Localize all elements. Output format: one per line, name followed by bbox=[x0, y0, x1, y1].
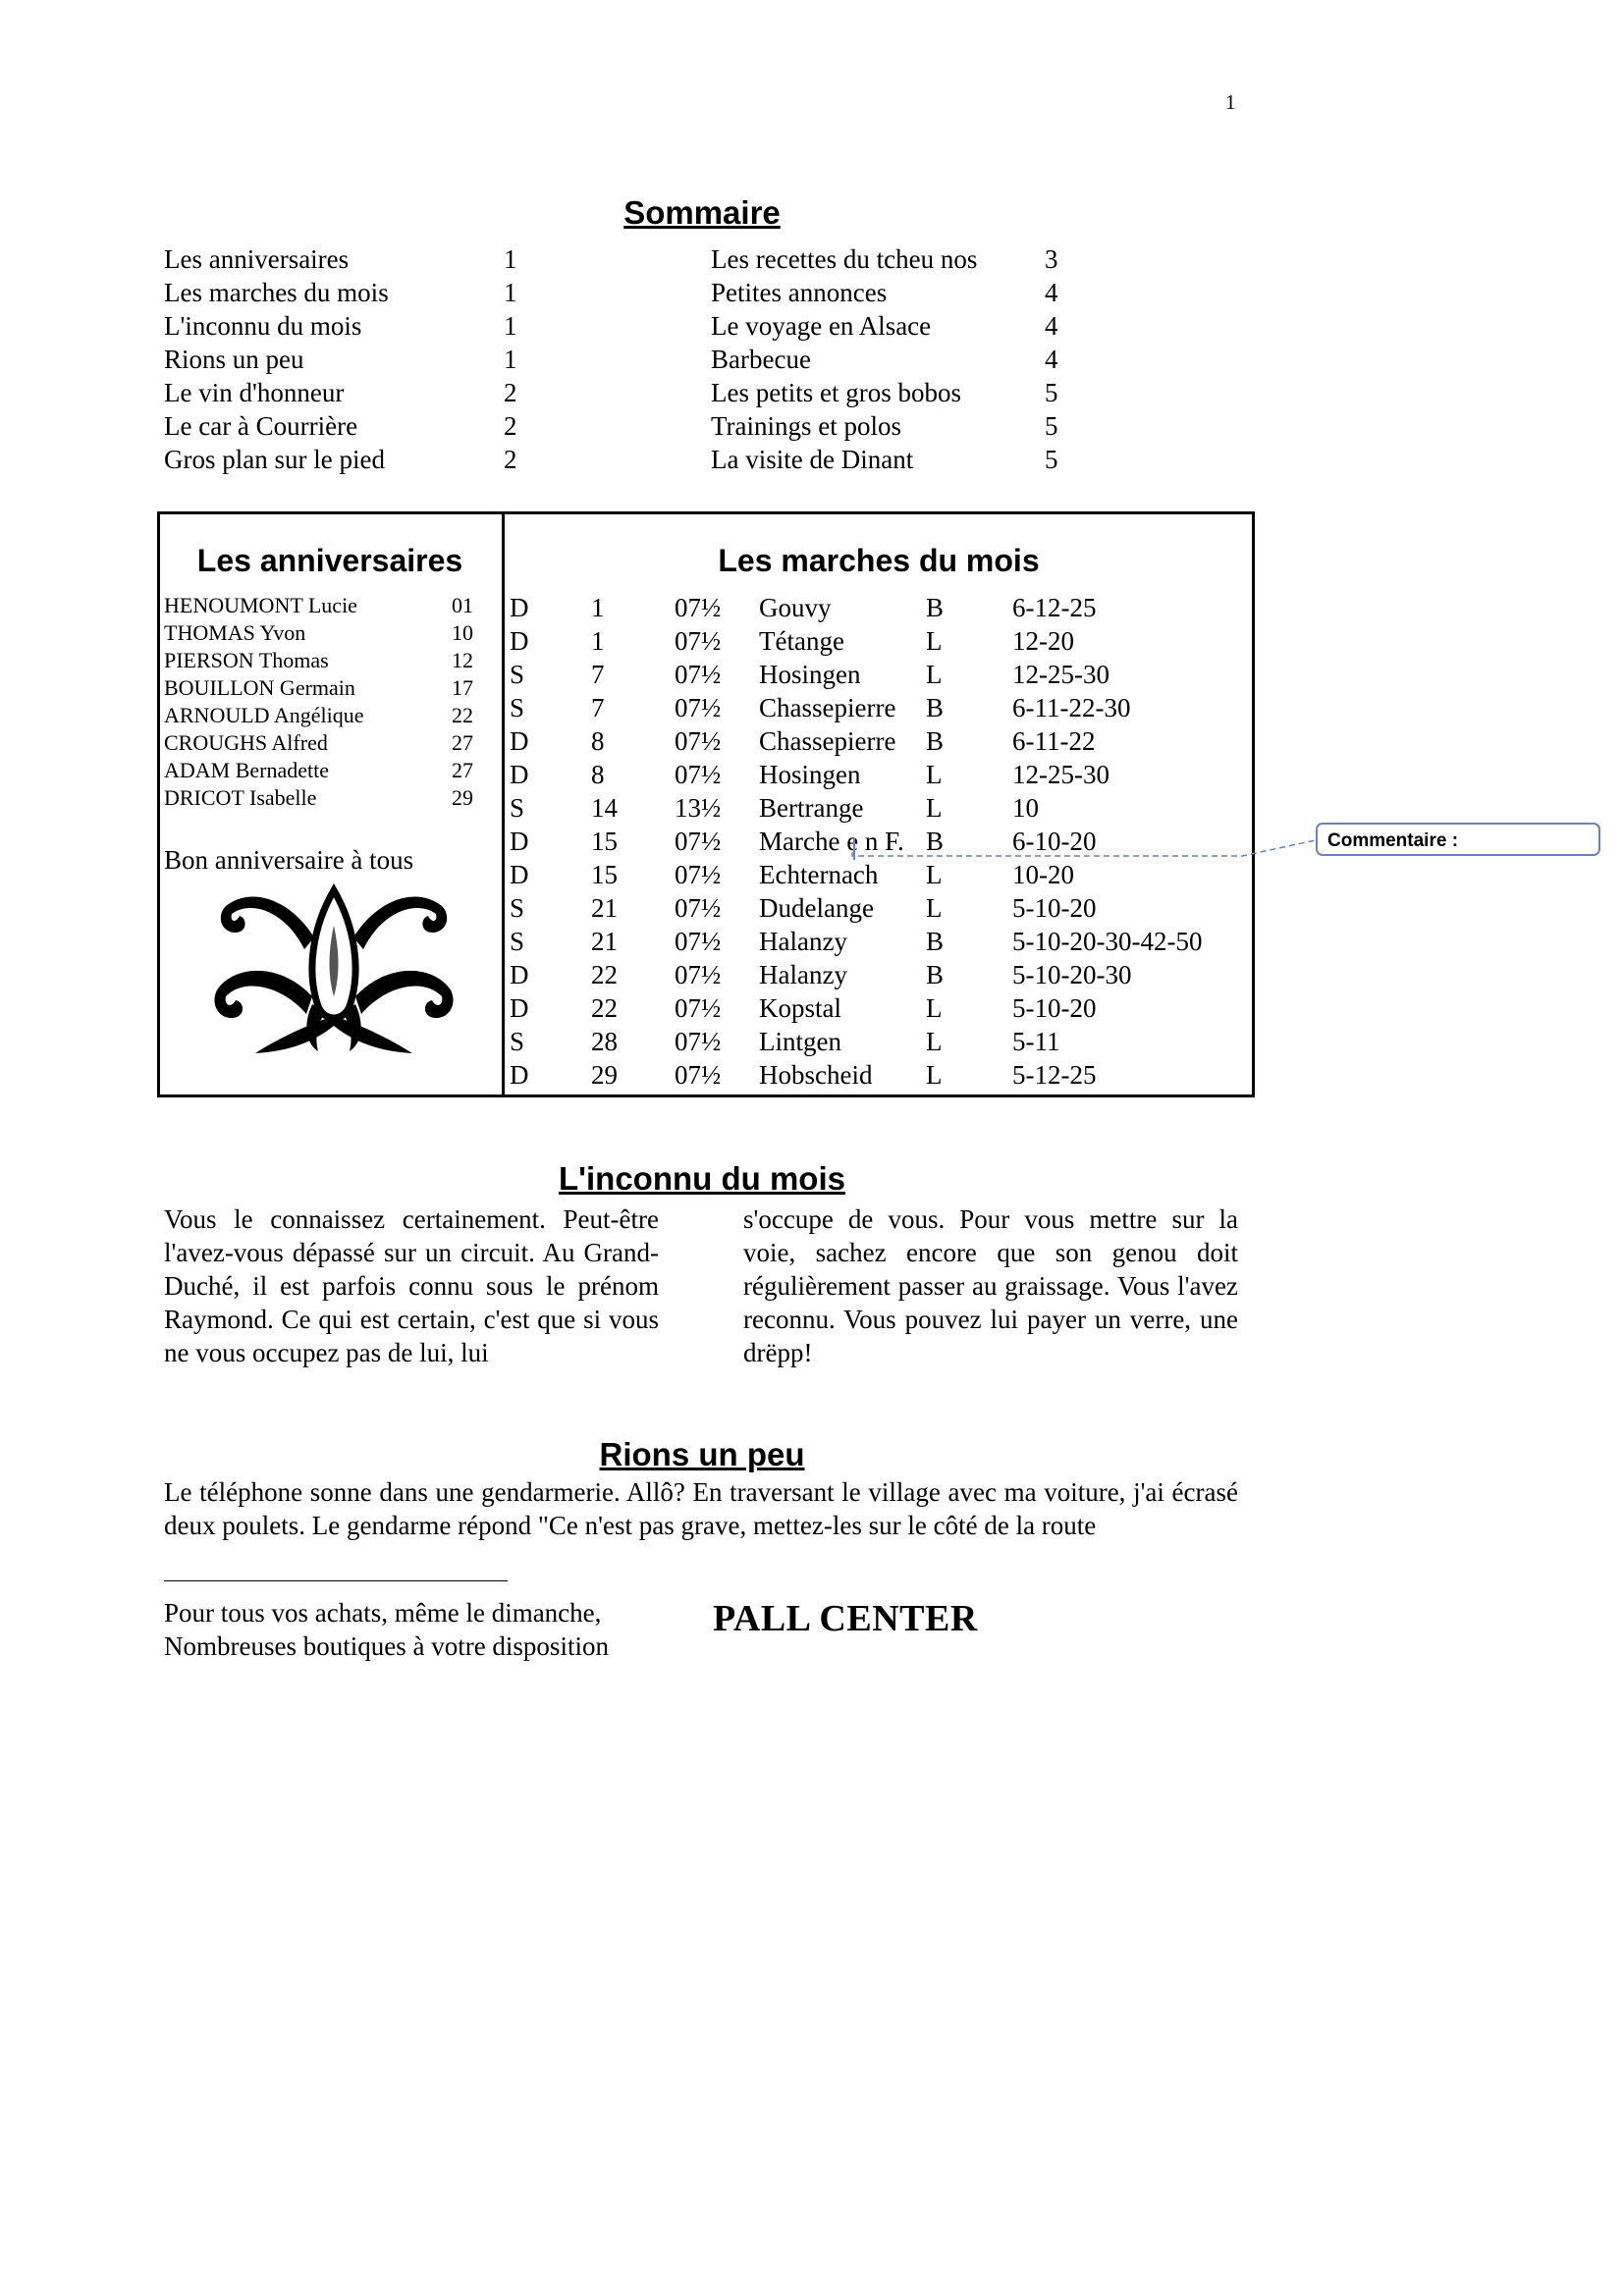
walk-row bbox=[510, 658, 1246, 691]
sommaire-entry-label: L'inconnu du mois bbox=[164, 311, 362, 341]
walk-distances: 6-12-25 bbox=[1012, 593, 1097, 622]
anniversaires-list bbox=[164, 592, 473, 812]
walk-time: 07½ bbox=[675, 1060, 722, 1090]
walk-distances: 5-12-25 bbox=[1012, 1060, 1097, 1090]
sommaire-entry-page: 1 bbox=[504, 345, 517, 374]
walk-distances: 5-10-20-30-42-50 bbox=[1012, 927, 1203, 956]
walk-distances: 5-10-20-30 bbox=[1012, 960, 1132, 989]
walk-date: 8 bbox=[591, 726, 605, 756]
walk-place: Echternach bbox=[759, 860, 879, 889]
walk-date: 28 bbox=[591, 1027, 618, 1056]
walk-date: 1 bbox=[591, 593, 605, 622]
birthday-day: 01 bbox=[452, 593, 473, 617]
walk-place: Hosingen bbox=[759, 660, 861, 689]
birthday-name: BOUILLON Germain bbox=[164, 675, 355, 700]
walk-country: L bbox=[926, 660, 943, 689]
walk-distances: 12-25-30 bbox=[1012, 660, 1109, 689]
walk-country: B bbox=[926, 593, 945, 622]
rions-title: Rions un peu bbox=[599, 1436, 805, 1472]
walk-row bbox=[510, 791, 1246, 825]
walk-row bbox=[510, 1025, 1246, 1058]
walk-distances: 6-11-22 bbox=[1012, 726, 1096, 756]
sommaire-entry-label: Les recettes du tcheu nos bbox=[711, 244, 978, 274]
walk-time: 07½ bbox=[675, 993, 722, 1023]
footnote-separator bbox=[164, 1580, 508, 1581]
walk-day: D bbox=[510, 1060, 529, 1090]
walk-date: 7 bbox=[591, 660, 605, 689]
walk-country: B bbox=[926, 693, 945, 722]
sommaire-entry-page: 2 bbox=[504, 445, 517, 474]
walk-place: Halanzy bbox=[759, 960, 847, 989]
walk-row bbox=[510, 991, 1246, 1025]
walk-row bbox=[510, 891, 1246, 925]
walk-place: Hobscheid bbox=[759, 1060, 873, 1090]
walk-time: 07½ bbox=[675, 726, 722, 756]
sommaire-entry-page: 4 bbox=[1045, 345, 1058, 374]
walk-row bbox=[510, 724, 1246, 758]
walk-country: L bbox=[926, 1060, 943, 1090]
walk-row bbox=[510, 1058, 1246, 1092]
sommaire-entry bbox=[164, 443, 522, 476]
walk-time: 07½ bbox=[675, 593, 722, 622]
walk-place: Hosingen bbox=[759, 760, 861, 789]
birthday-row bbox=[164, 729, 473, 757]
sommaire-entry bbox=[164, 343, 522, 376]
walk-distances: 12-20 bbox=[1012, 626, 1074, 656]
walk-place: Lintgen bbox=[759, 1027, 841, 1056]
walk-day: S bbox=[510, 893, 525, 923]
sommaire-entry-label: Le voyage en Alsace bbox=[711, 311, 932, 341]
page-number: 1 bbox=[1225, 90, 1236, 114]
sommaire-entry bbox=[164, 409, 522, 443]
walk-day: D bbox=[510, 993, 529, 1023]
walk-place: Bertrange bbox=[759, 793, 864, 823]
walk-date: 14 bbox=[591, 793, 618, 823]
sommaire-entry bbox=[711, 443, 1064, 476]
birthday-name: ARNOULD Angélique bbox=[164, 703, 364, 727]
walk-distances: 6-11-22-30 bbox=[1012, 693, 1131, 722]
walk-country: L bbox=[926, 760, 943, 789]
sommaire-entry-page: 2 bbox=[504, 411, 517, 441]
sommaire-entry-label: Les anniversaires bbox=[164, 244, 350, 274]
sommaire-entry-page: 1 bbox=[504, 244, 517, 274]
rions-text: Le téléphone sonne dans une gendarmerie. Allô? En traversant le village avec ma voiture, j'ai écrasé deux poulets. Le gendarme répond "Ce n'est pas grave, mettez-les sur le côté de la route bbox=[164, 1477, 1238, 1540]
walk-place: Halanzy bbox=[759, 927, 847, 956]
walk-day: D bbox=[510, 860, 529, 889]
walk-country: B bbox=[926, 927, 945, 956]
walk-day: D bbox=[510, 593, 529, 622]
walk-distances: 12-25-30 bbox=[1012, 760, 1109, 789]
sommaire-title: Sommaire bbox=[623, 194, 781, 231]
birthday-day: 27 bbox=[452, 758, 473, 782]
sommaire-entry-label: Gros plan sur le pied bbox=[164, 445, 385, 474]
walk-date: 29 bbox=[591, 1060, 618, 1090]
anniversaires-footer: Bon anniversaire à tous bbox=[164, 845, 414, 875]
walk-time: 07½ bbox=[675, 860, 722, 889]
walk-country: B bbox=[926, 960, 945, 989]
birthday-row bbox=[164, 647, 473, 674]
walk-time: 07½ bbox=[675, 927, 722, 956]
inconnu-column-1: Vous le connaissez certainement. Peut-être l'avez-vous dépassé sur un circuit. Au Grand-Duché, il est parfois connu sous le prénom Raymond. Ce qui est certain, c'est que si vous ne vous occupez pas de lui, lui bbox=[164, 1204, 659, 1367]
birthday-day: 22 bbox=[452, 703, 473, 727]
sommaire-entry-label: Barbecue bbox=[711, 345, 811, 374]
sommaire-entry-page: 4 bbox=[1045, 311, 1058, 341]
sommaire-entry bbox=[164, 309, 522, 343]
walk-date: 22 bbox=[591, 993, 618, 1023]
sommaire-entry bbox=[164, 376, 522, 409]
sommaire-entry-page: 4 bbox=[1045, 278, 1058, 307]
walk-day: S bbox=[510, 793, 525, 823]
sommaire-entry bbox=[711, 276, 1064, 309]
walk-country: L bbox=[926, 993, 943, 1023]
walk-place: Tétange bbox=[759, 626, 844, 656]
sommaire-entry-label: Le car à Courrière bbox=[164, 411, 358, 441]
birthday-row bbox=[164, 702, 473, 729]
walk-place: Marche e n F. bbox=[759, 827, 904, 856]
sommaire-entry-label: Petites annonces bbox=[711, 278, 888, 307]
birthday-name: CROUGHS Alfred bbox=[164, 730, 328, 755]
birthday-day: 27 bbox=[452, 730, 473, 755]
marches-title: Les marches du mois bbox=[718, 543, 1040, 578]
comment-connector bbox=[844, 834, 1325, 864]
walk-time: 13½ bbox=[675, 793, 722, 823]
birthday-day: 17 bbox=[452, 675, 473, 700]
inconnu-title: L'inconnu du mois bbox=[559, 1160, 845, 1197]
footnote-line: Nombreuses boutiques à votre disposition bbox=[164, 1631, 609, 1661]
sommaire-entry-label: Les marches du mois bbox=[164, 278, 389, 307]
walk-country: L bbox=[926, 1027, 943, 1056]
birthday-day: 10 bbox=[452, 620, 473, 645]
sommaire-entry-label: Trainings et polos bbox=[711, 411, 902, 441]
walk-date: 15 bbox=[591, 827, 618, 856]
walk-time: 07½ bbox=[675, 960, 722, 989]
walk-date: 7 bbox=[591, 693, 605, 722]
walk-country: L bbox=[926, 793, 943, 823]
walk-date: 21 bbox=[591, 927, 618, 956]
walk-place: Dudelange bbox=[759, 893, 874, 923]
birthday-name: PIERSON Thomas bbox=[164, 648, 329, 672]
sommaire-entry bbox=[711, 343, 1064, 376]
sommaire-entry-label: Le vin d'honneur bbox=[164, 378, 345, 407]
sommaire-entry-label: La visite de Dinant bbox=[711, 445, 914, 474]
walk-distances: 6-10-20 bbox=[1012, 827, 1097, 856]
sommaire-entry-label: Les petits et gros bobos bbox=[711, 378, 961, 407]
walk-row bbox=[510, 691, 1246, 724]
walk-country: B bbox=[926, 726, 945, 756]
walk-row bbox=[510, 925, 1246, 958]
walk-distances: 10-20 bbox=[1012, 860, 1074, 889]
walk-day: D bbox=[510, 760, 529, 789]
sommaire-entry bbox=[164, 242, 522, 276]
walk-day: D bbox=[510, 726, 529, 756]
sommaire-entry-label: Rions un peu bbox=[164, 345, 304, 374]
walk-time: 07½ bbox=[675, 827, 722, 856]
walk-row bbox=[510, 591, 1246, 624]
sommaire-entry bbox=[711, 409, 1064, 443]
walk-day: D bbox=[510, 626, 529, 656]
walk-country: B bbox=[926, 827, 945, 856]
walk-day: D bbox=[510, 827, 529, 856]
inconnu-column-2: s'occupe de vous. Pour vous mettre sur la voie, sachez encore que son genou doit régulièrement passer au graissage. Vous l'avez reconnu. Vous pouvez lui payer un verre, une drëpp! bbox=[743, 1204, 1238, 1367]
birthday-row bbox=[164, 674, 473, 702]
sommaire-entry-page: 3 bbox=[1045, 244, 1058, 274]
walk-date: 15 bbox=[591, 860, 618, 889]
walk-place: Chassepierre bbox=[759, 693, 896, 722]
walk-distances: 5-10-20 bbox=[1012, 893, 1097, 923]
walk-time: 07½ bbox=[675, 660, 722, 689]
sommaire-entry bbox=[711, 309, 1064, 343]
sommaire-entry-page: 5 bbox=[1045, 445, 1058, 474]
birthday-name: ADAM Bernadette bbox=[164, 758, 330, 782]
anniversaires-title: Les anniversaires bbox=[196, 543, 463, 578]
walk-time: 07½ bbox=[675, 626, 722, 656]
walk-time: 07½ bbox=[675, 693, 722, 722]
footnote-line: Pour tous vos achats, même le dimanche, bbox=[164, 1598, 602, 1628]
frame-divider bbox=[502, 511, 505, 1097]
ornament-icon bbox=[196, 879, 471, 1055]
walk-distances: 5-10-20 bbox=[1012, 993, 1097, 1023]
walk-time: 07½ bbox=[675, 893, 722, 923]
walk-place: Gouvy bbox=[759, 593, 832, 622]
birthday-name: DRICOT Isabelle bbox=[164, 785, 317, 810]
walk-date: 22 bbox=[591, 960, 618, 989]
walk-date: 21 bbox=[591, 893, 618, 923]
walk-day: S bbox=[510, 927, 525, 956]
birthday-name: THOMAS Yvon bbox=[164, 620, 306, 645]
footnote-brand: PALL CENTER bbox=[713, 1598, 978, 1639]
walk-day: D bbox=[510, 960, 529, 989]
walk-distances: 10 bbox=[1012, 793, 1039, 823]
footnote-text bbox=[164, 1596, 609, 1663]
sommaire-left-column bbox=[164, 242, 522, 476]
walk-distances: 5-11 bbox=[1012, 1027, 1060, 1056]
walk-place: Chassepierre bbox=[759, 726, 896, 756]
birthday-day: 29 bbox=[452, 785, 473, 810]
sommaire-entry bbox=[164, 276, 522, 309]
sommaire-entry-page: 1 bbox=[504, 311, 517, 341]
sommaire-entry bbox=[711, 376, 1064, 409]
sommaire-entry-page: 1 bbox=[504, 278, 517, 307]
sommaire-entry-page: 5 bbox=[1045, 411, 1058, 441]
walk-day: S bbox=[510, 660, 525, 689]
sommaire-entry-page: 5 bbox=[1045, 378, 1058, 407]
birthday-row bbox=[164, 784, 473, 812]
walk-row bbox=[510, 758, 1246, 791]
birthday-row bbox=[164, 592, 473, 619]
birthday-row bbox=[164, 619, 473, 647]
walk-place: Kopstal bbox=[759, 993, 841, 1023]
walk-date: 8 bbox=[591, 760, 605, 789]
sommaire-entry-page: 2 bbox=[504, 378, 517, 407]
walk-row bbox=[510, 624, 1246, 658]
birthday-name: HENOUMONT Lucie bbox=[164, 593, 357, 617]
walk-time: 07½ bbox=[675, 1027, 722, 1056]
walk-day: S bbox=[510, 693, 525, 722]
walk-day: S bbox=[510, 1027, 525, 1056]
walk-time: 07½ bbox=[675, 760, 722, 789]
sommaire-right-column bbox=[711, 242, 1064, 476]
sommaire-entry bbox=[711, 242, 1064, 276]
walk-country: L bbox=[926, 626, 943, 656]
comment-balloon[interactable]: Commentaire : bbox=[1316, 823, 1600, 856]
birthday-row bbox=[164, 757, 473, 784]
birthday-day: 12 bbox=[452, 648, 473, 672]
walk-country: L bbox=[926, 893, 943, 923]
walk-date: 1 bbox=[591, 626, 605, 656]
walk-row bbox=[510, 958, 1246, 991]
walk-country: L bbox=[926, 860, 943, 889]
